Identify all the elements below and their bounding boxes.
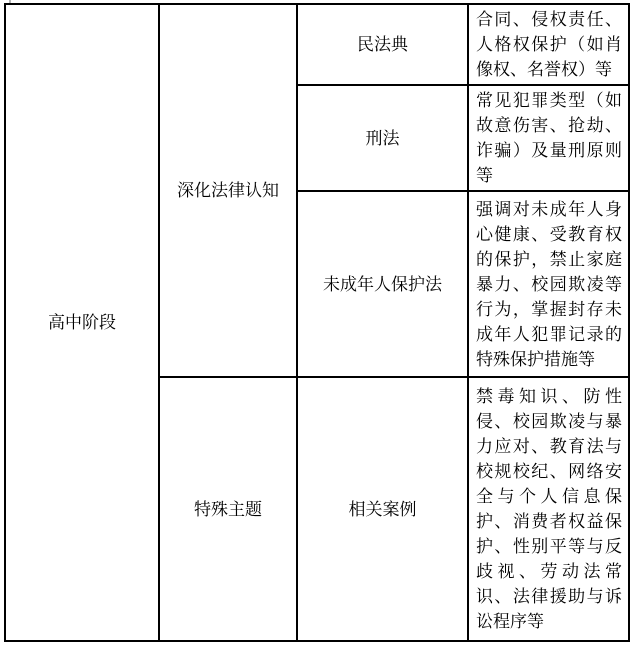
topic-cell-civil-code: 民法典 xyxy=(297,4,468,85)
table-row xyxy=(5,4,629,85)
content-cell-civil-code: 合同、侵权责任、人格权保护（如肖像权、名誉权）等 xyxy=(468,4,629,85)
content-cell-criminal-law: 常见犯罪类型（如故意伤害、抢劫、诈骗）及量刑原则等 xyxy=(468,85,629,191)
topic-cell-criminal-law: 刑法 xyxy=(297,85,468,191)
topic-cell-related-cases: 相关案例 xyxy=(297,377,468,641)
topic-cell-minor-protection-law: 未成年人保护法 xyxy=(297,191,468,377)
group-cell-special-topics: 特殊主题 xyxy=(159,377,297,641)
group-cell-deepen-legal-cognition: 深化法律认知 xyxy=(159,4,297,377)
stage-cell: 高中阶段 xyxy=(5,4,159,641)
content-cell-related-cases: 禁毒知识、防性侵、校园欺凌与暴力应对、教育法与校规校纪、网络安全与个人信息保护、消费者权益保护、性别平等与反歧视、劳动法常识、法律援助与诉讼程序等 xyxy=(468,377,629,641)
content-cell-minor-protection-law: 强调对未成年人身心健康、受教育权的保护，禁止家庭暴力、校园欺凌等行为，掌握封存未成年人犯罪记录的特殊保护措施等 xyxy=(468,191,629,377)
legal-education-table xyxy=(4,3,630,642)
